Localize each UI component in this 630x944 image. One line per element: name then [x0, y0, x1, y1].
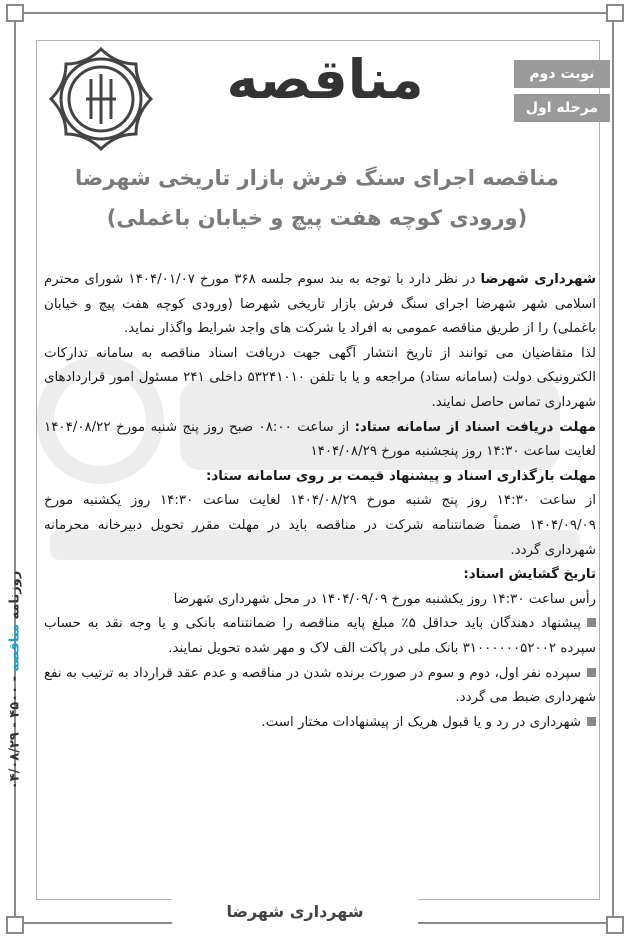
receive-deadline — [44, 416, 596, 465]
bullet-item — [44, 612, 596, 661]
corner-square-top-right — [606, 4, 624, 22]
corner-square-top-left — [6, 4, 24, 22]
corner-square-bottom-left — [6, 916, 24, 934]
bullet-item — [44, 662, 596, 711]
issue-number: - ۴۵۰۰ - ۰۴/۰۸/۲۹ — [7, 676, 23, 790]
intro-text: در نظر دارد با توجه به بند سوم جلسه ۳۶۸ مورخ ۱۴۰۴/۰۱/۰۷ شورای محترم اسلامی شهر شهرضا اجرای سنگ فرش بازار تاریخی شهرضا (ورودی کوچه هفت پیچ و خیابان باغملی) را از طریق مناقصه عمومی به افراد یا شرکت های واجد شرایط واگذار نماید. — [44, 272, 596, 337]
stage-tag: مرحله اول — [514, 94, 610, 122]
newspaper-label: روزنامه — [7, 570, 23, 620]
notice-title: مناقصه — [226, 48, 424, 111]
subtitle-line-2: (ورودی کوچه هفت پیچ و خیابان باغملی) — [106, 206, 528, 230]
subtitle-line-1: مناقصه اجرای سنگ فرش بازار تاریخی شهرضا — [75, 166, 559, 190]
documents-paragraph: لذا متقاضیان می توانند از تاریخ انتشار آگهی جهت دریافت اسناد مناقصه به سامانه تدارکات الکترونیکی دولت (سامانه ستاد) مراجعه و یا با تلفن ۵۳۲۴۱۰۱۰ داخلی ۲۴۱ مسئول امور قراردادهای شهرداری تماس حاصل نمایند. — [44, 345, 596, 410]
side-note-text — [8, 571, 23, 790]
bullet-square-icon — [587, 618, 596, 627]
newspaper-side-note — [0, 540, 30, 820]
bullet-square-icon — [587, 717, 596, 726]
newspaper-brand: مناقصه — [7, 624, 23, 672]
bullet-square-icon — [587, 668, 596, 677]
notice-body — [44, 268, 596, 735]
bullet-item — [44, 711, 596, 736]
round-tag: نوبت دوم — [514, 60, 610, 88]
opening-date-text: رأس ساعت ۱۴:۳۰ روز یکشنبه مورخ ۱۴۰۴/۰۹/۰۹ در محل شهرداری شهرضا — [173, 591, 596, 607]
bullet-text: شهرداری در رد و یا قبول هریک از پیشنهادات مختار است. — [261, 714, 581, 730]
intro-paragraph — [44, 268, 596, 342]
upload-deadline-text: از ساعت ۱۴:۳۰ روز پنج شنبه مورخ ۱۴۰۴/۰۸/۲۹ لغایت ساعت ۱۴:۳۰ روز یکشنبه مورخ ۱۴۰۴/۰۹/۰۹ ضمناً ضمانتنامه شرکت در مناقصه باید در مهلت مقرر تحویل دبیرخانه محرمانه شهرداری گردد. — [44, 493, 596, 558]
footer-signature: شهرداری شهرضا — [172, 898, 418, 926]
opening-date-label: تاریخ گشایش اسناد: — [463, 567, 596, 583]
bullet-text: سپرده نفر اول، دوم و سوم در صورت برنده شدن در مناقصه و عدم عقد قرارداد به ترتیب به نفع شهرداری ضبط می گردد. — [44, 665, 596, 706]
receive-deadline-label: مهلت دریافت اسناد از سامانه ستاد: — [354, 419, 596, 435]
municipality-name: شهرداری شهرضا — [480, 272, 597, 287]
bullet-text: پیشنهاد دهندگان باید حداقل ۵٪ مبلغ پایه مناقصه را ضمانتنامه بانکی و یا وجه نقد به حساب سپرده ۳۱۰۰۰۰۰۰۵۲۰۰۲ بانک ملی در پاکت الف لاک و مهر شده تحویل نمایند. — [44, 616, 596, 656]
municipality-emblem — [46, 44, 156, 154]
receive-deadline-text: از ساعت ۰۸:۰۰ صبح روز پنج شنبه مورخ ۱۴۰۴/۰۸/۲۲ لغایت ساعت ۱۴:۳۰ روز پنجشنبه مورخ ۱۴۰۴/۰۸/۲۹ — [44, 419, 596, 460]
upload-deadline-label: مهلت بارگذاری اسناد و پیشنهاد قیمت بر روی سامانه ستاد: — [206, 468, 596, 484]
corner-square-bottom-right — [606, 916, 624, 934]
